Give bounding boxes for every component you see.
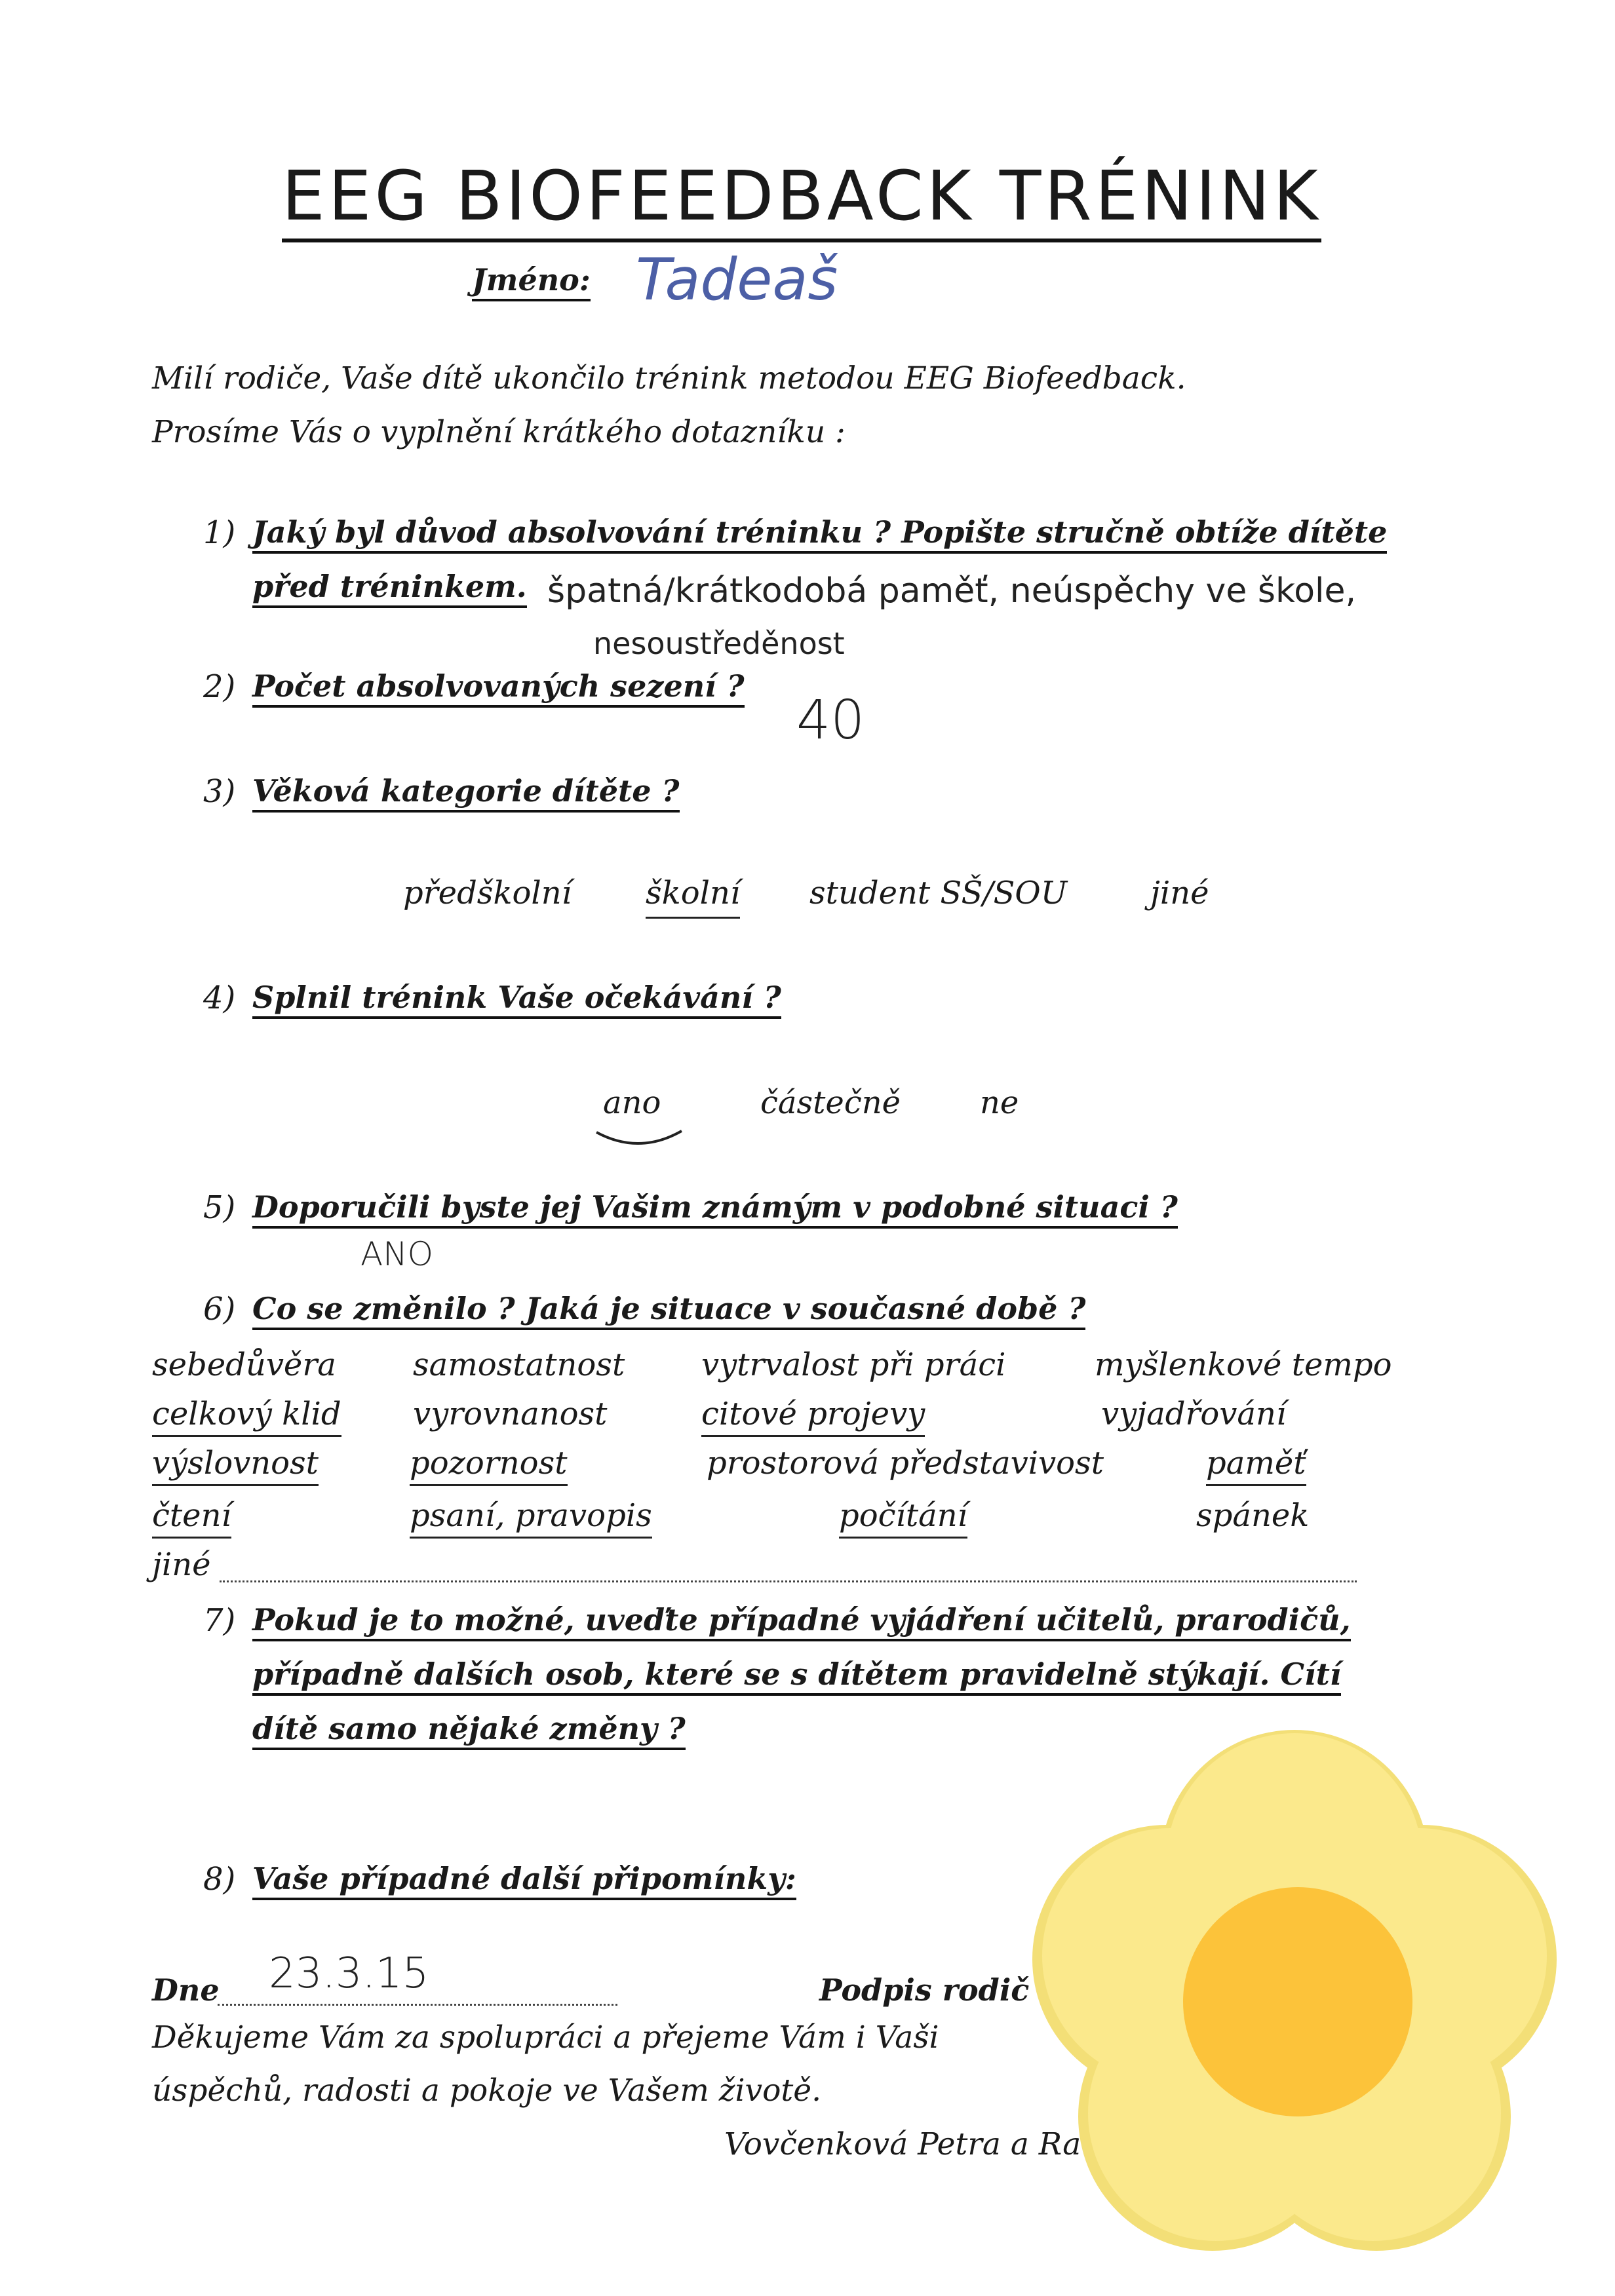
intro-line-2: Prosíme Vás o vyplnění krátkého dotazníku : xyxy=(152,414,846,450)
q1-answer-2: nesoustředěnost xyxy=(593,626,845,661)
author-signature: Vovčenková Petra a Ra xyxy=(724,2126,1081,2162)
q4-text: Splnil trénink Vaše očekávání ? xyxy=(252,980,781,1019)
q3-option-school-selected: školní xyxy=(646,875,740,919)
q6-item-writing-selected: psaní, pravopis xyxy=(410,1497,652,1539)
q6-number: 6) xyxy=(203,1291,236,1328)
q4-number: 4) xyxy=(203,980,236,1016)
q6-item-pronunciation-selected: výslovnost xyxy=(152,1445,319,1486)
q4-option-partly: částečně xyxy=(760,1084,901,1121)
q7-text-1: Pokud je to možné, uveďte případné vyjádření učitelů, prarodičů, xyxy=(252,1602,1351,1641)
intro-line-1: Milí rodiče, Vaše dítě ukončilo trénink metodou EEG Biofeedback. xyxy=(152,360,1186,396)
q6-item-expression: vyjadřování xyxy=(1101,1396,1287,1432)
thanks-line-2: úspěchů, radosti a pokoje ve Vašem životě. xyxy=(152,2073,822,2109)
q6-item-perseverance: vytrvalost při práci xyxy=(701,1347,1006,1383)
q1-number: 1) xyxy=(203,514,236,551)
q7-text-3: dítě samo nějaké změny ? xyxy=(252,1711,686,1750)
q5-text: Doporučili byste jej Vašim známým v podobné situaci ? xyxy=(252,1189,1178,1229)
q6-item-overall-calm-selected: celkový klid xyxy=(152,1396,341,1437)
q8-text: Vaše případné další připomínky: xyxy=(252,1861,796,1900)
q4-option-yes-selected: ano xyxy=(603,1084,661,1121)
q6-text: Co se změnilo ? Jaká je situace v současné době ? xyxy=(252,1291,1085,1330)
q3-option-other: jiné xyxy=(1150,875,1209,911)
q6-item-memory-selected: paměť xyxy=(1206,1445,1306,1486)
name-value: Tadeaš xyxy=(636,246,838,313)
q6-other-label: jiné xyxy=(152,1546,211,1583)
thanks-line-1: Děkujeme Vám za spolupráci a přejeme Vám i Vaši xyxy=(152,2019,939,2056)
date-line xyxy=(218,2004,617,2006)
q6-item-thinking-tempo: myšlenkové tempo xyxy=(1095,1347,1392,1383)
q1-text: Jaký byl důvod absolvování tréninku ? Popište stručně obtíže dítěte xyxy=(252,514,1387,554)
date-label: Dne xyxy=(152,1972,220,2008)
q6-item-independence: samostatnost xyxy=(413,1347,625,1383)
q6-item-reading-selected: čtení xyxy=(152,1497,231,1539)
q6-item-balance: vyrovnanost xyxy=(413,1396,608,1432)
q3-number: 3) xyxy=(203,773,236,810)
q2-text: Počet absolvovaných sezení ? xyxy=(252,668,745,708)
q6-item-attention-selected: pozornost xyxy=(410,1445,568,1486)
q7-number: 7) xyxy=(203,1602,236,1639)
name-label: Jméno: xyxy=(472,262,591,301)
q6-other-line xyxy=(220,1580,1357,1582)
q6-item-sleep: spánek xyxy=(1196,1497,1310,1534)
q2-number: 2) xyxy=(203,668,236,705)
q1-answer: špatná/krátkodobá paměť, neúspěchy ve škole, xyxy=(547,571,1356,611)
q2-answer: 40 xyxy=(796,689,865,752)
q5-answer: ANO xyxy=(360,1235,433,1273)
q3-option-student: student SŠ/SOU xyxy=(809,875,1068,911)
date-value: 23.3.15 xyxy=(269,1949,429,1998)
q5-number: 5) xyxy=(203,1189,236,1226)
q6-item-spatial-imagination: prostorová představivost xyxy=(707,1445,1104,1482)
q3-option-preschool: předškolní xyxy=(403,875,572,911)
q4-option-no: ne xyxy=(980,1084,1019,1121)
q6-item-self-confidence: sebedůvěra xyxy=(152,1347,336,1383)
flower-sticker xyxy=(1022,1723,1566,2267)
q1-text-2: před tréninkem. xyxy=(252,569,527,608)
q8-number: 8) xyxy=(203,1861,236,1898)
q3-text: Věková kategorie dítěte ? xyxy=(252,773,680,813)
document-title: EEG BIOFEEDBACK TRÉNINK xyxy=(282,157,1321,242)
flower-center xyxy=(1183,1887,1412,2116)
q6-item-counting-selected: počítání xyxy=(839,1497,967,1539)
q7-text-2: případně dalších osob, které se s dítětem pravidelně stýkají. Cítí xyxy=(252,1656,1341,1696)
q4-selection-mark xyxy=(593,1126,685,1152)
q6-item-emotional-expression-selected: citové projevy xyxy=(701,1396,925,1437)
signature-label: Podpis rodič xyxy=(819,1972,1030,2008)
